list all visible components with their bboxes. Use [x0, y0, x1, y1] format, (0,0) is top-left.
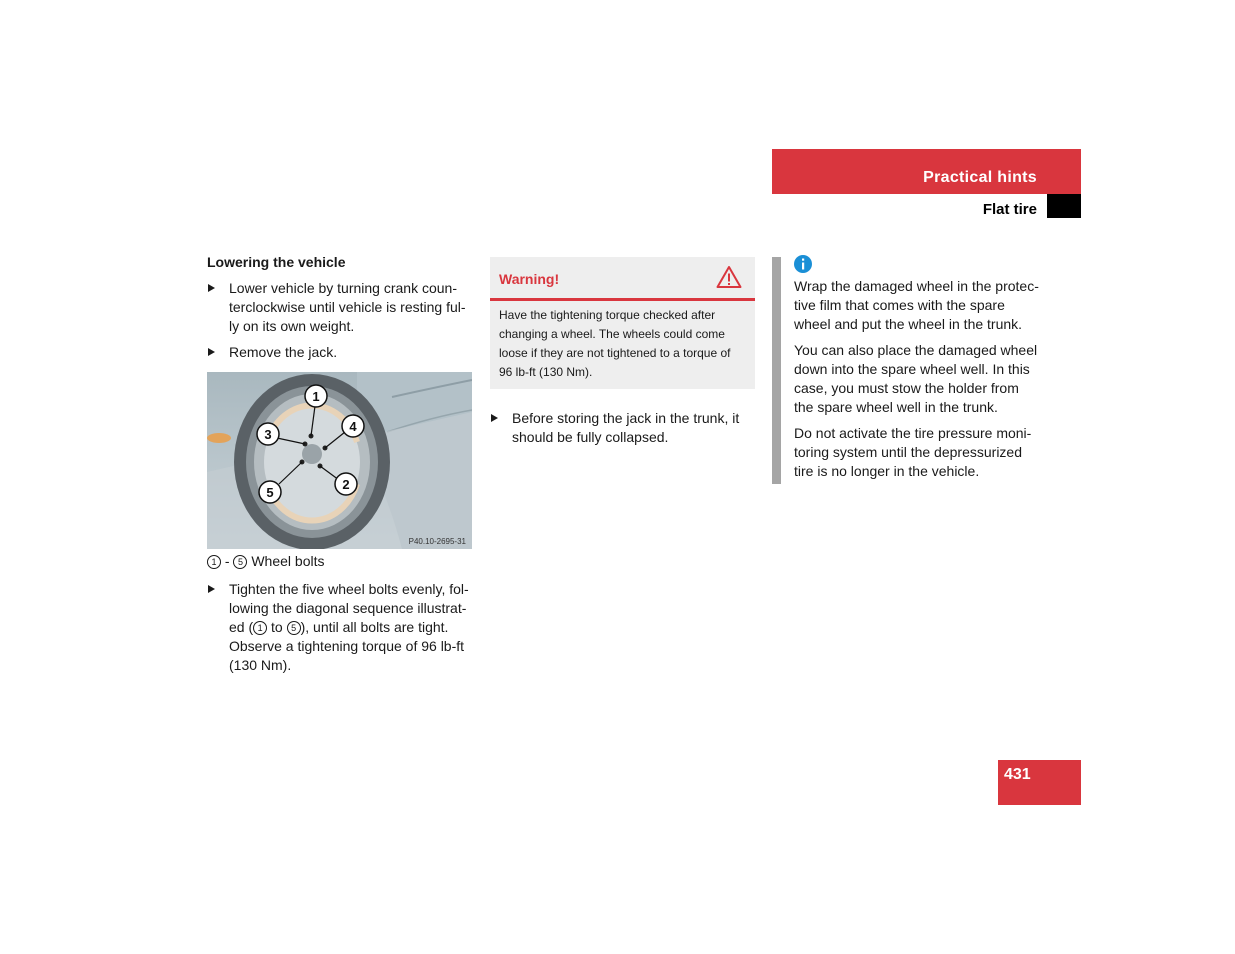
section-heading: Lowering the vehicle — [207, 254, 346, 270]
callout-number: 1 — [253, 621, 267, 635]
list-item-text — [229, 581, 469, 673]
info-side-bar — [772, 257, 781, 484]
info-paragraph: Do not activate the tire pressure moni-toring system until the depressurized tire is no longer in the vehicle. — [794, 425, 1032, 479]
svg-text:5: 5 — [266, 485, 274, 500]
section-title: Practical hints — [923, 169, 1037, 186]
subsection-header — [772, 194, 1081, 218]
caption-text: Wheel bolts — [247, 553, 325, 569]
list-item-text-part: Tighten the five wheel bolts evenly, fol-lowing the diagonal sequence illustrat-ed ( — [229, 581, 469, 635]
warning-text: Have the tightening torque checked after changing a wheel. The wheels could come loose if they are not tightened to a torque of 96 lb-ft (130 Nm). — [499, 308, 731, 379]
info-panel — [772, 257, 1042, 488]
svg-text:4: 4 — [349, 419, 357, 434]
column-left — [207, 253, 474, 682]
wheel-bolts-figure — [207, 372, 472, 549]
svg-text:3: 3 — [264, 427, 272, 442]
callout-number: 5 — [287, 621, 301, 635]
info-paragraph: Wrap the damaged wheel in the protec-tive film that comes with the spare wheel and put the wheel in the trunk. — [794, 278, 1039, 332]
bullet-arrow-icon — [208, 348, 215, 356]
callout-3 — [257, 423, 279, 445]
figure-code: P40.10-2695-31 — [408, 537, 466, 546]
subsection-title: Flat tire — [982, 201, 1037, 218]
list-item-text: Before storing the jack in the trunk, it should be fully collapsed. — [512, 410, 740, 445]
callout-4 — [342, 415, 364, 437]
svg-text:2: 2 — [342, 477, 350, 492]
callout-number: 5 — [233, 555, 247, 569]
info-icon — [794, 255, 812, 273]
info-paragraph: You can also place the damaged wheel down into the spare wheel well. In this case, you must stow the holder from the spare wheel well in the trunk. — [794, 342, 1038, 415]
page-number: 431 — [1004, 766, 1031, 783]
page-number-box — [998, 760, 1081, 805]
warning-title: Warning! — [499, 271, 560, 287]
figure-caption — [207, 552, 474, 571]
callout-number: 1 — [207, 555, 221, 569]
wheel-illustration — [207, 372, 472, 549]
callout-5 — [259, 481, 281, 503]
list-item-text: Remove the jack. — [229, 344, 338, 360]
list-item-text: Lower vehicle by turning crank coun-terclockwise until vehicle is resting ful-ly on its own weight. — [229, 280, 466, 334]
callout-1 — [305, 385, 327, 407]
list-item — [490, 409, 755, 447]
list-item — [207, 343, 474, 362]
column-middle — [490, 257, 755, 454]
caption-separator: - — [221, 553, 234, 569]
svg-text:1: 1 — [312, 389, 320, 404]
info-content — [794, 255, 1042, 481]
warning-header — [490, 257, 755, 301]
list-item — [207, 580, 474, 675]
bullet-arrow-icon — [491, 414, 498, 422]
subsection-marker — [1047, 194, 1081, 218]
warning-box — [490, 257, 755, 389]
list-item-text-part: ), until all bolts are tight. Observe a tightening torque of 96 lb-ft (130 Nm). — [229, 619, 465, 673]
callout-2 — [335, 473, 357, 495]
warning-triangle-icon — [716, 265, 742, 289]
list-item — [207, 279, 474, 336]
bullet-arrow-icon — [208, 585, 215, 593]
section-header-bar — [772, 149, 1081, 194]
bullet-arrow-icon — [208, 284, 215, 292]
list-item-text-part: to — [267, 619, 287, 635]
